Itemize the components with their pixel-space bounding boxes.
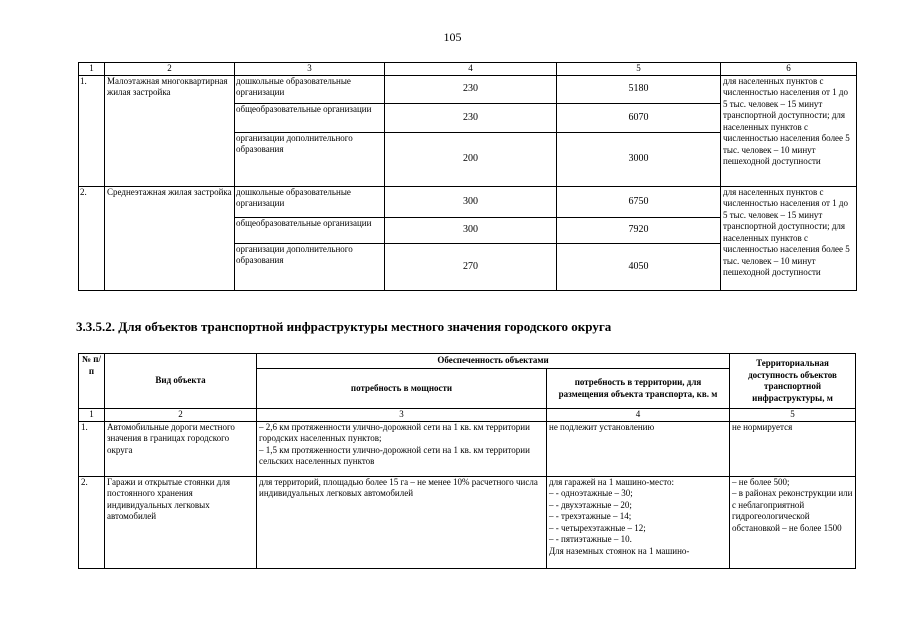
development-type: Среднеэтажная жилая застройка (105, 186, 235, 290)
row-number: 1. (79, 75, 105, 186)
object-type: Автомобильные дороги местного значения в границах городского округа (105, 421, 257, 476)
accessibility-note: для населенных пунктов с численностью населения от 1 до 5 тыс. человек – 15 минут транспортной доступности; для населенных пунктов с численностью населения более 5 тыс. человек – 10 минут пешеходной доступности (721, 75, 857, 186)
capacity-line: – 1,5 км протяженности улично-дорожной сети на 1 кв. км территории сельских населенных пунктов (259, 444, 530, 466)
column-number: 4 (385, 63, 557, 76)
accessibility-cell: не нормируется (730, 421, 856, 476)
territory-line: – - трехэтажные – 14; (549, 511, 632, 521)
page-number: 105 (443, 30, 462, 44)
header-accessibility: Территориальная доступность объектов транспортной инфраструктуры, м (730, 354, 856, 409)
section-title: 3.3.5.2. Для объектов транспортной инфраструктуры местного значения городского округа (76, 319, 612, 334)
table-row (79, 421, 856, 476)
value-cell: 4050 (557, 243, 721, 290)
value-cell: 6750 (557, 186, 721, 217)
norms-table-transport (78, 353, 856, 569)
organization-type: дошкольные образовательные организации (235, 186, 385, 217)
territory-cell (547, 476, 730, 568)
header-object-type: Вид объекта (105, 354, 257, 409)
table-row (79, 186, 857, 217)
header-territory: потребность в территории, для размещения объекта транспорта, кв. м (547, 369, 730, 409)
value-cell: 270 (385, 243, 557, 290)
value-cell: 6070 (557, 103, 721, 132)
territory-line: – - пятиэтажные – 10. (549, 534, 632, 544)
territory-line: для гаражей на 1 машино-место: (549, 476, 675, 487)
value-cell: 230 (385, 75, 557, 103)
table-row (79, 476, 856, 568)
table-row (79, 75, 857, 103)
header-capacity: потребность в мощности (257, 369, 547, 409)
territory-line: – - одноэтажные – 30; (549, 488, 633, 498)
column-number: 6 (721, 63, 857, 76)
column-number: 2 (105, 409, 257, 422)
development-type: Малоэтажная многоквартирная жилая застройка (105, 75, 235, 186)
territory-line: Для наземных стоянок на 1 машино- (549, 545, 690, 556)
header-row (79, 354, 856, 369)
territory-cell: не подлежит установлению (547, 421, 730, 476)
column-number-row (79, 63, 857, 76)
accessibility-line: – не более 500; (732, 476, 790, 487)
organization-type: организации дополнительного образования (235, 243, 385, 290)
capacity-cell (257, 421, 547, 476)
accessibility-cell (730, 476, 856, 568)
capacity-line: – 2,6 км протяженности улично-дорожной сети на 1 кв. км территории городских населенных пунктов; (259, 421, 530, 443)
capacity-cell: для территорий, площадью более 15 га – не менее 10% расчетного числа индивидуальных легковых автомобилей (257, 476, 547, 568)
organization-type: общеобразовательные организации (235, 103, 385, 132)
header-number: № п/п (79, 354, 105, 409)
column-number: 1 (79, 409, 105, 422)
column-number: 5 (557, 63, 721, 76)
column-number: 4 (547, 409, 730, 422)
column-number: 2 (105, 63, 235, 76)
row-number: 2. (79, 476, 105, 568)
column-number: 5 (730, 409, 856, 422)
object-type: Гаражи и открытые стоянки для постоянного хранения индивидуальных легковых автомобилей (105, 476, 257, 568)
value-cell: 300 (385, 217, 557, 243)
header-provision: Обеспеченность объектами (257, 354, 730, 369)
accessibility-line: – в районах реконструкции или с неблагоприятной гидрогеологической обстановкой – не более 1500 (732, 488, 853, 533)
value-cell: 5180 (557, 75, 721, 103)
norms-table-education (78, 62, 857, 291)
value-cell: 3000 (557, 132, 721, 186)
row-number: 1. (79, 421, 105, 476)
accessibility-note: для населенных пунктов с численностью населения от 1 до 5 тыс. человек – 15 минут транспортной доступности; для населенных пунктов с численностью населения более 5 тыс. человек – 10 минут пешеходной доступности (721, 186, 857, 290)
organization-type: общеобразовательные организации (235, 217, 385, 243)
row-number: 2. (79, 186, 105, 290)
territory-line: – - двухэтажные – 20; (549, 499, 632, 510)
organization-type: дошкольные образовательные организации (235, 75, 385, 103)
column-number: 3 (235, 63, 385, 76)
territory-line: – - четырехэтажные – 12; (549, 522, 646, 533)
value-cell: 200 (385, 132, 557, 186)
value-cell: 7920 (557, 217, 721, 243)
organization-type: организации дополнительного образования (235, 132, 385, 186)
column-number: 3 (257, 409, 547, 422)
value-cell: 300 (385, 186, 557, 217)
column-number-row (79, 409, 856, 422)
value-cell: 230 (385, 103, 557, 132)
column-number: 1 (79, 63, 105, 76)
